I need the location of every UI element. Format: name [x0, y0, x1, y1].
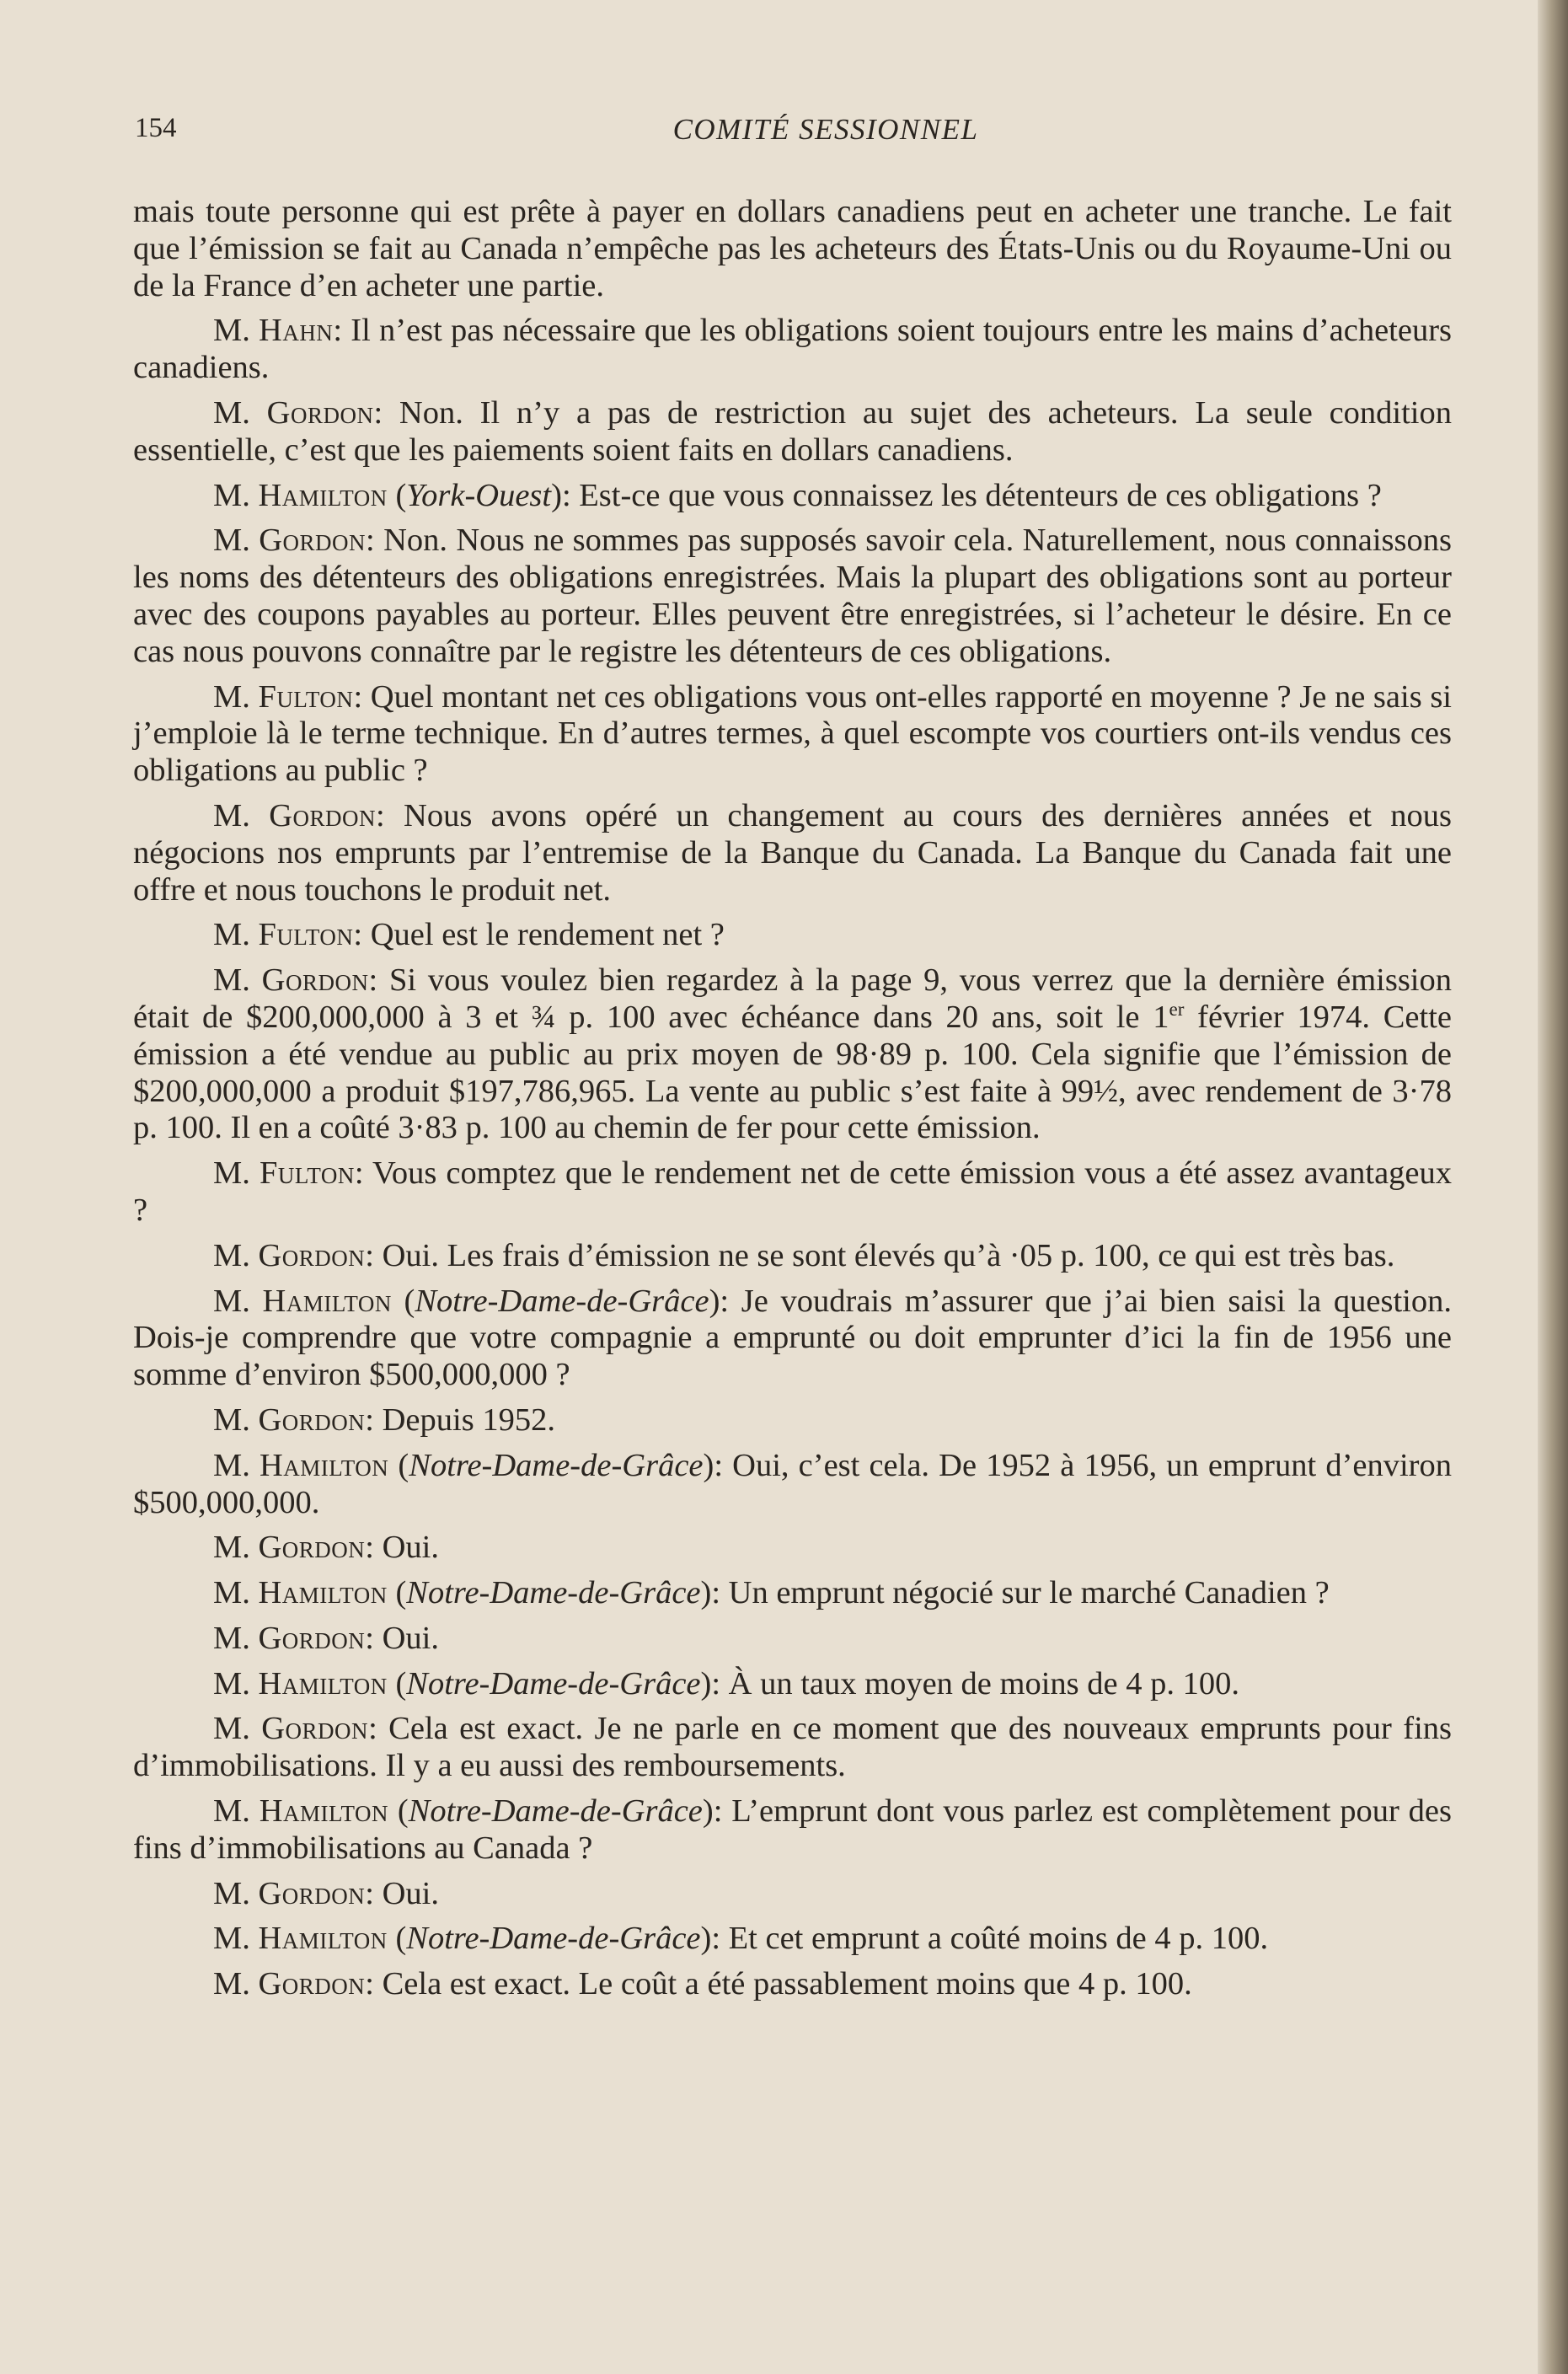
paragraph-text: Oui.: [382, 1875, 439, 1911]
speaker-title: M.: [213, 1237, 259, 1273]
transcript-paragraph: M. Hamilton (Notre-Dame-de-Grâce): Oui, c’est cela. De 1952 à 1956, un emprunt d’environ $500,000,000.: [133, 1447, 1452, 1520]
speaker-title: M.: [213, 917, 259, 953]
transcript-paragraph: M. Gordon: Cela est exact. Je ne parle en ce moment que des nouveaux emprunts pour fins d’immobilisations. Il y a eu aussi des remboursements.: [133, 1711, 1453, 1784]
transcript-paragraph: M. Gordon: Non. Nous ne sommes pas supposés savoir cela. Naturellement, nous connaissons les noms des détenteurs des obligations enregistrées. Mais la plupart des obligations sont au porteur avec des coupons payables au porteur. Elles peuvent être enregistrées, si l’acheteur le désire. En ce cas nous pouvons connaître par le registre les détenteurs de ces obligations.: [133, 522, 1452, 669]
transcript-paragraph: M. Hahn: Il n’est pas nécessaire que les obligations soient toujours entre les mains d’acheteurs canadiens.: [133, 313, 1453, 386]
speaker-riding: Notre-Dame-de-Grâce: [409, 1447, 704, 1483]
page-number: 154: [135, 113, 177, 143]
speaker-name: Hamilton: [258, 477, 388, 513]
running-title: COMITÉ SESSIONNEL: [672, 113, 979, 146]
speaker-title: M.: [213, 797, 270, 833]
speaker-name: Gordon: [261, 962, 369, 999]
paragraph-text: À un taux moyen de moins de 4 p. 100.: [728, 1665, 1239, 1701]
speaker-title: M.: [213, 313, 260, 349]
speaker-title: M.: [213, 1447, 260, 1483]
transcript-paragraph: M. Fulton: Vous comptez que le rendement net de cette émission vous a été assez avantageux ?: [133, 1155, 1453, 1228]
paragraph-text: Il n’est pas nécessaire que les obligations soient toujours entre les mains d’acheteurs canadiens.: [133, 313, 1453, 386]
paragraph-text: février 1974. Cette émission a été vendue au public au prix moyen de 98·89 p. 100. Cela signifie que l’émission de $200,000,000 a produit $197,786,965. La vente au public s’est faite à 99½, avec rendement de 3·78 p. 100. Il en a coûté 3·83 p. 100 au chemin de fer pour cette émission.: [133, 999, 1452, 1146]
paragraph-text: Je voudrais m’assurer que j’ai bien saisi la question. Dois-je comprendre que votre compagnie a emprunté ou doit emprunter d’ici la fin de 1956 une somme d’environ $500,000,000 ?: [133, 1283, 1452, 1393]
paragraph-text: Et cet emprunt a coûté moins de 4 p. 100.: [728, 1921, 1269, 1957]
paragraph-text: Oui. Les frais d’émission ne se sont élevés qu’à ·05 p. 100, ce qui est très bas.: [382, 1237, 1395, 1273]
speaker-name: Gordon: [258, 1237, 366, 1273]
speaker-riding: Notre-Dame-de-Grâce: [415, 1283, 709, 1319]
transcript-paragraph: M. Hamilton (Notre-Dame-de-Grâce): L’emprunt dont vous parlez est complètement pour des fins d’immobilisations au Canada ?: [133, 1793, 1453, 1866]
speaker-riding: Notre-Dame-de-Grâce: [406, 1665, 701, 1701]
speaker-name: Hamilton: [259, 1447, 389, 1483]
speaker-title: M.: [213, 962, 262, 999]
paragraph-text: Oui.: [382, 1530, 439, 1566]
speaker-name: Hamilton: [258, 1665, 388, 1701]
transcript-paragraph: M. Gordon: Depuis 1952.: [213, 1401, 555, 1438]
transcript-paragraph: M. Gordon: Oui. Les frais d’émission ne se sont élevés qu’à ·05 p. 100, ce qui est très bas.: [213, 1237, 1395, 1273]
transcript-paragraph: M. Hamilton (Notre-Dame-de-Grâce): À un taux moyen de moins de 4 p. 100.: [213, 1665, 1239, 1701]
transcript-paragraph: M. Fulton: Quel montant net ces obligations vous ont-elles rapporté en moyenne ? Je ne sais si j’emploie là le terme technique. En d’autres termes, à quel escompte vos courtiers ont-ils vendus ces obligations au public ?: [133, 678, 1452, 789]
speaker-title: M.: [213, 1793, 260, 1830]
speaker-name: Fulton: [258, 678, 354, 715]
paragraph-text: Non. Il n’y a pas de restriction au sujet des acheteurs. La seule condition essentielle, c’est que les paiements soient faits en dollars canadiens.: [133, 394, 1453, 468]
transcript-paragraph: M. Gordon: Oui.: [213, 1875, 439, 1911]
speaker-title: M.: [213, 522, 260, 559]
speaker-name: Gordon: [261, 1711, 369, 1747]
speaker-name: Gordon: [258, 1401, 366, 1438]
speaker-name: Fulton: [258, 917, 354, 953]
paragraph-text: Cela est exact. Je ne parle en ce moment que des nouveaux emprunts pour fins d’immobilisations. Il y a eu aussi des remboursements.: [133, 1711, 1453, 1784]
transcript-paragraph: M. Gordon: Oui.: [213, 1530, 439, 1566]
speaker-name: Hahn: [259, 313, 334, 349]
ordinal-superscript: er: [1169, 998, 1185, 1021]
speaker-riding: Notre-Dame-de-Grâce: [408, 1793, 703, 1830]
speaker-title: M.: [213, 394, 267, 431]
transcript-paragraph: M. Hamilton (Notre-Dame-de-Grâce): Un emprunt négocié sur le marché Canadien ?: [213, 1575, 1330, 1611]
transcript-paragraph: M. Gordon: Nous avons opéré un changement au cours des dernières années et nous négocions nos emprunts par l’entremise de la Banque du Canada. La Banque du Canada fait une offre et nous touchons le produit net.: [133, 797, 1453, 908]
paragraph-text: Oui, c’est cela. De 1952 à 1956, un emprunt d’environ $500,000,000.: [133, 1447, 1452, 1520]
paragraph-text: Depuis 1952.: [382, 1401, 555, 1438]
speaker-riding: Notre-Dame-de-Grâce: [406, 1921, 701, 1957]
speaker-name: Hamilton: [258, 1921, 388, 1957]
speaker-title: M.: [213, 477, 259, 513]
speaker-title: M.: [213, 1966, 259, 2002]
speaker-name: Gordon: [258, 1875, 366, 1911]
speaker-title: M.: [213, 1921, 259, 1957]
paragraph-text: Si vous voulez bien regardez à la page 9, vous verrez que la dernière émission était de $200,000,000 à 3 et ¾ p. 100 avec échéance dans 20 ans, soit le 1: [133, 962, 1452, 1035]
paragraph-text: Cela est exact. Le coût a été passablement moins que 4 p. 100.: [382, 1966, 1192, 2002]
paragraph-text: mais toute personne qui est prête à payer en dollars canadiens peut en acheter une tranche. Le fait que l’émission se fait au Canada n’empêche pas les acheteurs des États-Unis ou du Royaume-Uni ou de la France d’en acheter une partie.: [133, 194, 1452, 303]
speaker-name: Hamilton: [258, 1575, 388, 1611]
speaker-title: M.: [213, 1711, 262, 1747]
paragraph-text: Est-ce que vous connaissez les détenteurs de ces obligations ?: [579, 477, 1382, 513]
transcript-paragraph: M. Hamilton (Notre-Dame-de-Grâce): Et cet emprunt a coûté moins de 4 p. 100.: [213, 1921, 1269, 1957]
speaker-name: Gordon: [266, 394, 374, 431]
transcript-paragraph: M. Fulton: Quel est le rendement net ?: [213, 917, 725, 953]
paragraph-text: L’emprunt dont vous parlez est complètement pour des fins d’immobilisations au Canada ?: [133, 1793, 1453, 1866]
paragraph-text: Oui.: [382, 1620, 439, 1656]
speaker-title: M.: [213, 1665, 259, 1701]
transcript-paragraph: M. Gordon: Si vous voulez bien regardez à la page 9, vous verrez que la dernière émission était de $200,000,000 à 3 et ¾ p. 100 avec échéance dans 20 ans, soit le 1er février 1974. Cette émission a été vendue au public au prix moyen de 98·89 p. 100. Cela signifie que l’émission de $200,000,000 a produit $197,786,965. La vente au public s’est faite à 99½, avec rendement de 3·78 p. 100. Il en a coûté 3·83 p. 100 au chemin de fer pour cette émission.: [133, 962, 1452, 1146]
speaker-name: Gordon: [258, 1966, 366, 2002]
speaker-name: Fulton: [259, 1155, 355, 1192]
paragraph-text: Quel est le rendement net ?: [370, 917, 725, 953]
transcript-paragraph: M. Gordon: Non. Il n’y a pas de restriction au sujet des acheteurs. La seule condition essentielle, c’est que les paiements soient faits en dollars canadiens.: [133, 394, 1453, 468]
speaker-riding: Notre-Dame-de-Grâce: [406, 1575, 701, 1611]
speaker-title: M.: [213, 1875, 259, 1911]
paragraph-text: Un emprunt négocié sur le marché Canadien ?: [728, 1575, 1330, 1611]
transcript-paragraph: M. Gordon: Cela est exact. Le coût a été passablement moins que 4 p. 100.: [213, 1966, 1192, 2002]
paragraph-text: Non. Nous ne sommes pas supposés savoir cela. Naturellement, nous connaissons les noms des détenteurs des obligations enregistrées. Mais la plupart des obligations sont au porteur avec des coupons payables au porteur. Elles peuvent être enregistrées, si l’acheteur le désire. En ce cas nous pouvons connaître par le registre les détenteurs de ces obligations.: [133, 522, 1452, 669]
page-edge: [1538, 0, 1568, 2374]
transcript-paragraph: [133, 194, 1452, 304]
speaker-title: M.: [213, 678, 259, 715]
speaker-title: M.: [213, 1575, 259, 1611]
paragraph-text: Vous comptez que le rendement net de cette émission vous a été assez avantageux ?: [133, 1155, 1453, 1228]
speaker-name: Gordon: [269, 797, 376, 833]
paragraph-text: Nous avons opéré un changement au cours des dernières années et nous négocions nos emprunts par l’entremise de la Banque du Canada. La Banque du Canada fait une offre et nous touchons le produit net.: [133, 797, 1453, 908]
paragraph-text: Quel montant net ces obligations vous ont-elles rapporté en moyenne ? Je ne sais si j’emploie là le terme technique. En d’autres termes, à quel escompte vos courtiers ont-ils vendus ces obligations au public ?: [133, 678, 1452, 789]
speaker-title: M.: [213, 1155, 260, 1192]
speaker-title: M.: [213, 1283, 263, 1319]
speaker-name: Gordon: [258, 1620, 366, 1656]
speaker-riding: York-Ouest: [406, 477, 552, 513]
speaker-name: Gordon: [259, 522, 367, 559]
page-header: [135, 113, 1449, 155]
speaker-name: Hamilton: [262, 1283, 392, 1319]
speaker-name: Gordon: [258, 1530, 366, 1566]
speaker-title: M.: [213, 1530, 259, 1566]
transcript-paragraph: M. Gordon: Oui.: [213, 1620, 439, 1656]
speaker-title: M.: [213, 1620, 259, 1656]
transcript-paragraph: M. Hamilton (York-Ouest): Est-ce que vous connaissez les détenteurs de ces obligations ?: [213, 477, 1382, 513]
transcript-body: [133, 194, 1452, 2012]
speaker-name: Hamilton: [259, 1793, 389, 1830]
transcript-paragraph: M. Hamilton (Notre-Dame-de-Grâce): Je voudrais m’assurer que j’ai bien saisi la question. Dois-je comprendre que votre compagnie a emprunté ou doit emprunter d’ici la fin de 1956 une somme d’environ $500,000,000 ?: [133, 1283, 1452, 1393]
speaker-title: M.: [213, 1401, 259, 1438]
